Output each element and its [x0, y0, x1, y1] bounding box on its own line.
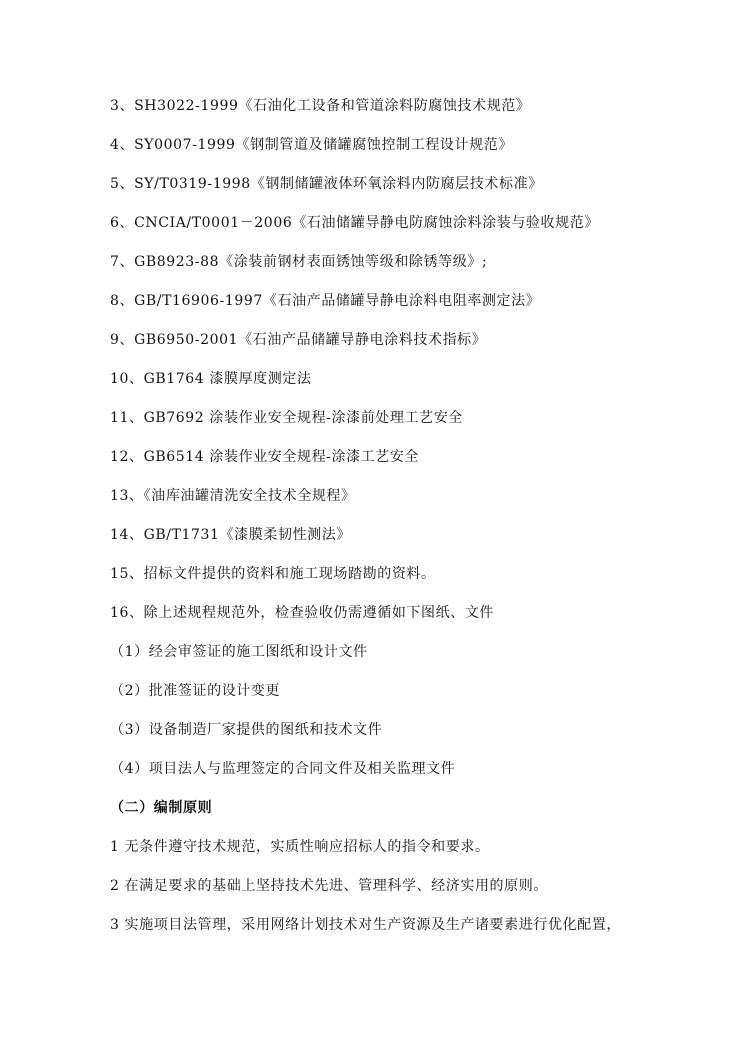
sub-item-1: （1）经会审签证的施工图纸和设计文件 — [110, 644, 368, 660]
principle-2: 2 在满足要求的基础上坚持技术先进、管理科学、经济实用的原则。 — [110, 878, 548, 894]
standard-item-5: 5、SY/T0319-1998《钢制储罐液体环氧涂料内防腐层技术标准》 — [110, 176, 543, 192]
standard-item-15: 15、招标文件提供的资料和施工现场踏勘的资料。 — [110, 566, 436, 582]
principle-1: 1 无条件遵守技术规范，实质性响应招标人的指令和要求。 — [110, 839, 490, 855]
section-heading: （二）编制原则 — [110, 800, 213, 816]
standard-item-6: 6、CNCIA/T0001－2006《石油储罐导静电防腐蚀涂料涂装与验收规范》 — [110, 215, 599, 231]
standard-item-3: 3、SH3022-1999《石油化工设备和管道涂料防腐蚀技术规范》 — [110, 98, 531, 114]
standard-item-7: 7、GB8923-88《涂装前钢材表面锈蚀等级和除锈等级》; — [110, 254, 488, 270]
standard-item-9: 9、GB6950-2001《石油产品储罐导静电涂料技术指标》 — [110, 332, 487, 348]
sub-item-4: （4）项目法人与监理签定的合同文件及相关监理文件 — [110, 761, 456, 777]
sub-item-3: （3）设备制造厂家提供的图纸和技术文件 — [110, 722, 383, 738]
standard-item-8: 8、GB/T16906-1997《石油产品储罐导静电涂料电阻率测定法》 — [110, 293, 541, 309]
standard-item-11: 11、GB7692 涂装作业安全规程-涂漆前处理工艺安全 — [110, 410, 463, 426]
standard-item-12: 12、GB6514 涂装作业安全规程-涂漆工艺安全 — [110, 449, 420, 465]
standard-item-16: 16、除上述规程规范外，检查验收仍需遵循如下图纸、文件 — [110, 605, 495, 621]
sub-item-2: （2）批准签证的设计变更 — [110, 683, 281, 699]
standard-item-13: 13、《油库油罐清洗安全技术全规程》 — [110, 488, 356, 504]
standard-item-14: 14、GB/T1731《漆膜柔韧性测法》 — [110, 527, 351, 543]
principle-3: 3 实施项目法管理，采用网络计划技术对生产资源及生产诸要素进行优化配置， — [110, 917, 621, 933]
standard-item-10: 10、GB1764 漆膜厚度测定法 — [110, 371, 312, 387]
standard-item-4: 4、SY0007-1999《钢制管道及储罐腐蚀控制工程设计规范》 — [110, 137, 513, 153]
